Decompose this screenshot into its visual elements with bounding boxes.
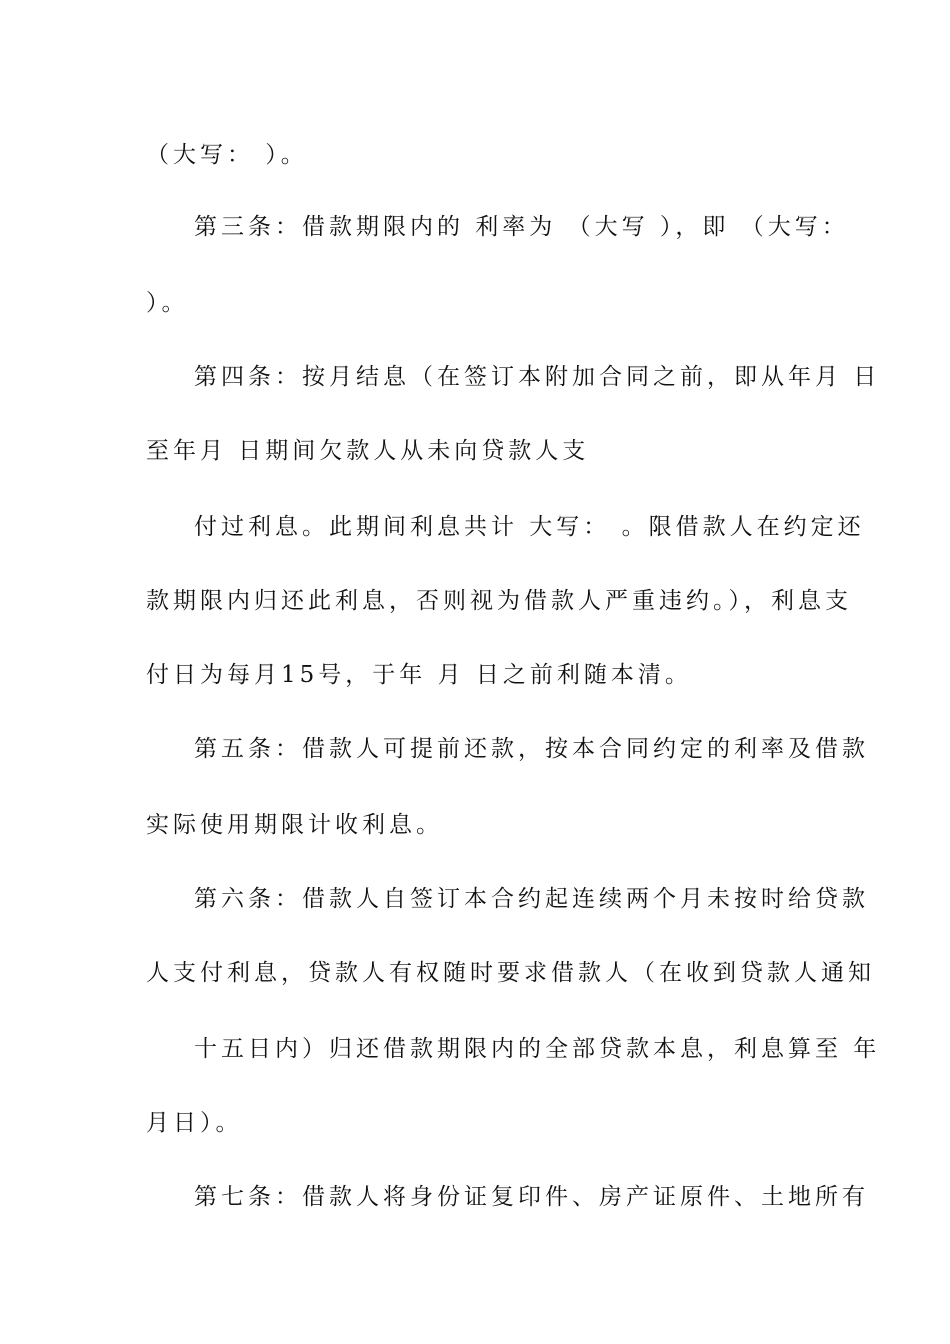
article-6-line-3: 十五日内）归还借款期限内的全部贷款本息，利息算至 年: [194, 1036, 881, 1062]
article-3-line-1: 第三条：借款期限内的 利率为 （大写 ），即 （大写：: [194, 214, 849, 240]
article-7-line-1: 第七条：借款人将身份证复印件、房产证原件、土地所有: [194, 1184, 869, 1210]
article-6-line-4: 月日）。: [146, 1110, 243, 1136]
article-4-line-4: 款期限内归还此利息，否则视为借款人严重违约。），利息支: [146, 588, 852, 614]
article-5-line-1: 第五条：借款人可提前还款，按本合同约定的利率及借款: [194, 736, 869, 762]
article-6-line-1: 第六条：借款人自签订本合约起连续两个月未按时给贷款: [194, 886, 869, 912]
article-4-line-1: 第四条：按月结息（在签订本附加合同之前，即从年月 日: [194, 364, 881, 390]
article-4-line-3: 付过利息。此期间利息共计 大写： 。限借款人在约定还: [194, 514, 865, 540]
article-4-line-2: 至年月 日期间欠款人从未向贷款人支: [146, 438, 590, 464]
text-line-1: （大写： ）。: [146, 142, 308, 168]
article-5-line-2: 实际使用期限计收利息。: [146, 812, 443, 838]
article-6-line-2: 人支付利息，贷款人有权随时要求借款人（在收到贷款人通知: [146, 960, 875, 986]
article-3-line-2: ）。: [146, 290, 189, 316]
article-4-line-5: 付日为每月15号，于年 月 日之前利随本清。: [146, 662, 692, 688]
